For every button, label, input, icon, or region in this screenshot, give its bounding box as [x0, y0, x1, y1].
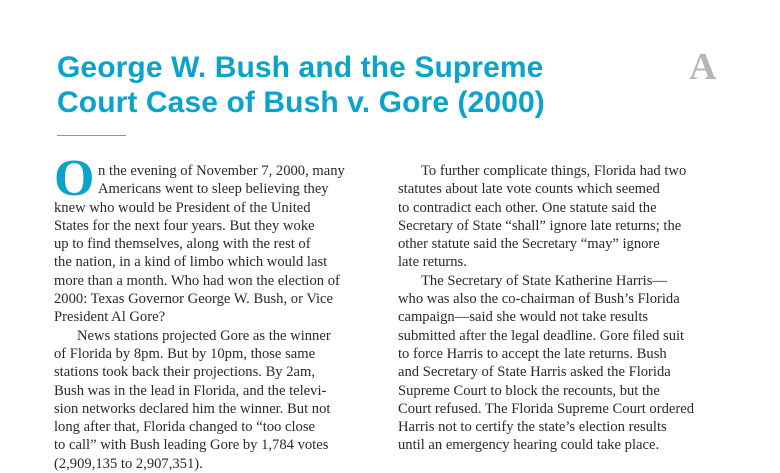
title-line-1: George W. Bush and the Supreme — [57, 51, 544, 84]
left-column — [54, 162, 345, 473]
text-line: Americans went to sleep believing they — [98, 181, 329, 198]
text-line: other statute said the Secretary “may” ignore — [398, 236, 660, 253]
text-line: (2,909,135 to 2,907,351). — [54, 455, 203, 472]
text-line: Secretary of State “shall” ignore late returns; the — [398, 217, 682, 234]
text-line: Harris not to certify the state’s election results — [398, 419, 667, 436]
text-line: until an emergency hearing could take place. — [398, 437, 660, 454]
text-line: President Al Gore? — [54, 309, 166, 326]
text-line: up to find themselves, along with the rest of — [54, 236, 311, 253]
text-line: to call” with Bush leading Gore by 1,784 votes — [54, 437, 329, 454]
text-line: stations took back their projections. By 2am, — [54, 364, 316, 381]
title-divider — [57, 135, 126, 136]
section-letter: A — [689, 46, 717, 88]
text-line: and Secretary of State Harris asked the Florida — [398, 364, 671, 381]
text-line: News stations projected Gore as the winner — [77, 327, 331, 344]
text-line: submitted after the legal deadline. Gore filed suit — [398, 327, 685, 344]
text-line: The Secretary of State Katherine Harris— — [421, 272, 667, 289]
text-line: late returns. — [398, 254, 467, 271]
text-line: long after that, Florida changed to “too close — [54, 419, 315, 436]
text-line: to force Harris to accept the late returns. Bush — [398, 345, 667, 362]
text-line: of Florida by 8pm. But by 10pm, those same — [54, 345, 316, 362]
drop-cap: O — [54, 150, 95, 207]
text-line: who was also the co-chairman of Bush’s Florida — [398, 291, 680, 308]
text-line: statutes about late vote counts which seemed — [398, 181, 660, 198]
text-line: Supreme Court to block the recounts, but the — [398, 382, 660, 399]
text-line: n the evening of November 7, 2000, many — [98, 163, 345, 179]
right-column — [398, 162, 694, 455]
text-line: Bush was in the lead in Florida, and the televi- — [54, 382, 327, 399]
text-line: To further complicate things, Florida had two — [421, 163, 687, 179]
text-line: the nation, in a kind of limbo which would last — [54, 254, 328, 271]
text-line: sion networks declared him the winner. But not — [54, 400, 331, 417]
text-line: knew who would be President of the United — [54, 199, 311, 216]
text-line: more than a month. Who had won the election of — [54, 272, 340, 289]
title-line-2: Court Case of Bush v. Gore (2000) — [57, 86, 545, 119]
page-title — [57, 50, 545, 120]
text-line: campaign—said she would not take results — [398, 309, 649, 326]
text-line: 2000: Texas Governor George W. Bush, or Vice — [54, 291, 333, 308]
text-line: to contradict each other. One statute said the — [398, 199, 657, 216]
text-line: States for the next four years. But they woke — [54, 217, 315, 234]
text-line: Court refused. The Florida Supreme Court ordered — [398, 400, 694, 417]
